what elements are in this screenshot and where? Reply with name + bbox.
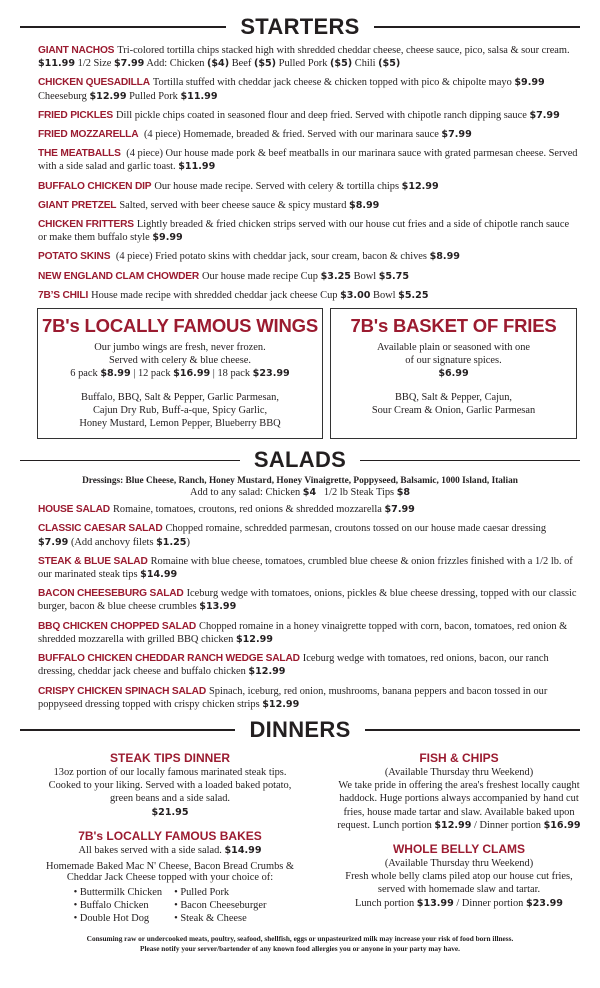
price: $21.95 xyxy=(151,806,189,818)
menu-item xyxy=(38,44,578,70)
fries-box xyxy=(330,308,577,439)
price: $9.99 xyxy=(152,232,183,244)
price: $12.99 xyxy=(401,180,439,192)
price: ($5) xyxy=(253,58,277,70)
label: 1/2 lb Steak Tips xyxy=(316,487,397,499)
price: $5.75 xyxy=(378,270,410,282)
fries-flavors: Sour Cream & Onion, Garlic Parmesan xyxy=(371,404,536,416)
divider xyxy=(365,729,580,730)
option: • Double Hot Dog xyxy=(74,912,163,925)
dinners-left xyxy=(20,751,320,926)
price: $14.99 xyxy=(224,844,262,856)
item-desc: Our house made recipe. Served with celery & tortilla chips xyxy=(154,180,402,192)
wings-flavors: Cajun Dry Rub, Buff-a-que, Spicy Garlic, xyxy=(92,404,268,416)
price: $7.99 xyxy=(441,129,472,141)
section-title: STARTERS xyxy=(240,14,360,39)
item-desc: Lightly breaded & fried chicken strips served with our house cut fries and a side of chipotle ranch sauce or make them buffalo style xyxy=(38,219,570,244)
menu-item xyxy=(38,270,578,283)
item-desc: Beef xyxy=(229,58,254,70)
fries-desc: Available plain or seasoned with one xyxy=(376,342,531,354)
item-desc: (4 piece) Homemade, breaded & fried. Served with our marinara sauce xyxy=(141,129,442,141)
item-desc: Pulled Pork xyxy=(276,58,331,70)
price: $12.99 xyxy=(262,698,300,710)
price: $14.99 xyxy=(140,569,178,581)
fries-title: 7B's BASKET OF FRIES xyxy=(350,315,557,337)
label: | 12 pack xyxy=(130,368,174,380)
item-desc: Iceburg wedge with tomatoes, red onions, bacon, our ranch dressing, cheddar jack cheese and buffalo chicken xyxy=(38,653,549,678)
dish-desc: We take pride in offering the area's freshest locally caught haddock. Huge portions always accompanied by hand cut fries, house made tartar and slaw. Available baked upon request. Lunch portion xyxy=(337,780,580,831)
item-name: NEW ENGLAND CLAM CHOWDER xyxy=(38,270,200,282)
salads-header xyxy=(20,447,580,473)
menu-item xyxy=(38,218,578,244)
dish-desc: Fresh whole belly clams piled atop our house cut fries, xyxy=(345,871,573,883)
item-desc: Cheeseburg xyxy=(38,90,90,102)
options-right xyxy=(174,886,266,926)
price: $7.99 xyxy=(384,504,415,516)
item-name: CRISPY CHICKEN SPINACH SALAD xyxy=(38,685,206,697)
dish-desc: Homemade Baked Mac N' Cheese, Bacon Bread Crumbs & xyxy=(45,860,294,872)
price: $4 xyxy=(302,487,317,499)
allergy-notice xyxy=(0,934,600,961)
price: ($5) xyxy=(378,58,401,70)
price: $6.99 xyxy=(438,368,469,380)
price: $13.99 xyxy=(416,897,454,909)
menu-item xyxy=(38,180,578,193)
price: $5.25 xyxy=(398,289,429,301)
price: $23.99 xyxy=(525,897,563,909)
item-name: CHICKEN FRITTERS xyxy=(38,219,134,231)
price: $8.99 xyxy=(349,199,380,211)
item-name: 7B’S CHILI xyxy=(38,289,89,301)
notice-line: Consuming raw or undercooked meats, poultry, seafood, shellfish, eggs or unpasteurized milk may increase your risk of food born illness. xyxy=(86,933,514,943)
price: ($4) xyxy=(207,58,230,70)
fries-desc: of our signature spices. xyxy=(405,355,502,367)
salad-notes xyxy=(0,475,600,499)
item-desc: Tortilla stuffed with cheddar jack cheese & chicken topped with pico & chipolte mayo xyxy=(152,77,515,89)
item-name: POTATO SKINS xyxy=(38,251,111,263)
menu-item xyxy=(38,587,578,613)
wings-flavors: Honey Mustard, Lemon Pepper, Blueberry BBQ xyxy=(79,418,281,430)
item-name: BUFFALO CHICKEN CHEDDAR RANCH WEDGE SALAD xyxy=(38,653,300,665)
label: 6 pack xyxy=(70,368,101,380)
menu-item xyxy=(38,147,578,173)
availability: (Available Thursday thru Weekend) xyxy=(384,766,534,778)
label: Add to any salad: Chicken xyxy=(189,487,303,499)
availability: (Available Thursday thru Weekend) xyxy=(384,857,534,869)
divider xyxy=(374,26,580,27)
item-name: GIANT PRETZEL xyxy=(38,199,117,211)
menu-item xyxy=(38,503,578,516)
section-title: DINNERS xyxy=(249,716,351,742)
price: $8.99 xyxy=(100,368,131,380)
wings-desc: Our jumbo wings are fresh, never frozen. xyxy=(94,342,266,354)
starters-header xyxy=(20,14,580,40)
dinners-columns xyxy=(20,751,590,926)
item-desc: Dill pickle chips coated in seasoned flour and deep fried. Served with chipotle ranch dipping sauce xyxy=(115,109,530,121)
item-desc: (4 piece) Fried potato skins with cheddar jack, sour cream, bacon & chives xyxy=(113,251,430,263)
menu-item xyxy=(38,109,578,122)
specials-row xyxy=(37,308,577,439)
dinners-header xyxy=(20,717,580,743)
item-desc: Salted, served with beer cheese sauce & spicy mustard xyxy=(119,199,350,211)
item-desc: Add: Chicken xyxy=(144,58,207,70)
dish-desc: All bakes served with a side salad. xyxy=(78,844,225,856)
price: $16.99 xyxy=(173,368,211,380)
option: • Steak & Cheese xyxy=(174,912,266,925)
item-desc: Tri-colored tortilla chips stacked high with shredded cheddar cheese, cheese sauce, pico, salsa & sour cream. xyxy=(117,45,570,56)
item-name: HOUSE SALAD xyxy=(38,504,110,516)
item-desc: House made recipe with shredded cheddar jack cheese Cup xyxy=(91,289,341,301)
divider xyxy=(360,460,580,461)
price: ($5) xyxy=(330,58,353,70)
wings-prices xyxy=(42,367,318,380)
item-desc: Iceburg wedge with tomatoes, onions, pickles & blue cheese dressing, topped with our classic burger, bacon & blue cheese crumbles xyxy=(38,588,577,613)
menu-item xyxy=(38,76,578,102)
price: $11.99 xyxy=(178,161,216,173)
dish-desc: Cheddar Jack Cheese topped with your choice of: xyxy=(66,871,274,883)
label: / Dinner portion xyxy=(471,819,544,831)
dish-title: WHOLE BELLY CLAMS xyxy=(392,841,525,856)
price: $12.99 xyxy=(235,633,273,645)
item-desc: Chili xyxy=(352,58,379,70)
option: • Buffalo Chicken xyxy=(74,899,163,912)
divider xyxy=(20,26,226,27)
item-name: CLASSIC CAESAR SALAD xyxy=(38,523,163,535)
dish-title: STEAK TIPS DINNER xyxy=(109,750,230,765)
price: $8.99 xyxy=(429,251,460,263)
menu-item xyxy=(38,522,578,548)
price: $7.99 xyxy=(114,58,145,70)
dish-desc: served with homemade slaw and tartar. xyxy=(377,884,541,896)
dish-desc: green beans and a side salad. xyxy=(109,793,231,805)
price: $13.99 xyxy=(199,601,237,613)
price: $3.25 xyxy=(320,270,351,282)
fries-flavors: BBQ, Salt & Pepper, Cajun, xyxy=(394,391,513,403)
price: $1.25 xyxy=(156,536,187,548)
menu-item xyxy=(38,555,578,581)
item-desc: Spinach, iceburg, red onion, mushrooms, banana peppers and bacon tossed in our poppyseed dressing topped with crispy chicken strips xyxy=(38,685,548,710)
item-desc: Romaine, tomatoes, croutons, red onions & shredded mozzarella xyxy=(112,504,385,516)
label: Lunch portion xyxy=(355,897,417,909)
price: $7.99 xyxy=(529,109,560,121)
label: | 18 pack xyxy=(210,368,253,380)
option: • Buttermilk Chicken xyxy=(74,886,163,899)
menu-item xyxy=(38,199,578,212)
menu-item xyxy=(38,289,578,302)
item-name: FRIED MOZZARELLA xyxy=(38,129,139,141)
price: $12.99 xyxy=(248,666,286,678)
dish-title: FISH & CHIPS xyxy=(419,750,499,765)
wings-flavors: Buffalo, BBQ, Salt & Pepper, Garlic Parmesan, xyxy=(81,391,279,403)
price: $3.00 xyxy=(340,289,371,301)
item-name: BACON CHEESEBURG SALAD xyxy=(38,588,184,600)
menu-item xyxy=(38,620,578,646)
label: / Dinner portion xyxy=(453,897,526,909)
item-desc: Chopped romaine in a honey vinaigrette topped with corn, bacon, tomatoes, red onion & shredded mozzarella with grilled BBQ chicken xyxy=(38,620,568,645)
item-desc: Our house made recipe Cup xyxy=(202,270,321,282)
divider xyxy=(20,460,240,461)
item-name: STEAK & BLUE SALAD xyxy=(38,555,148,567)
item-desc: Romaine with blue cheese, tomatoes, crumbled blue cheese & onion frizzles finished with a 1/2 lb. of our marinated steak tips xyxy=(38,555,573,581)
menu-item xyxy=(38,128,578,141)
menu-item xyxy=(38,250,578,263)
menu-item xyxy=(38,685,578,711)
section-title: SALADS xyxy=(253,447,347,473)
item-desc: 1/2 Size xyxy=(75,58,114,70)
salads-list xyxy=(38,503,578,711)
item-desc: Bowl xyxy=(350,270,379,282)
bake-options xyxy=(20,886,320,926)
item-desc: (4 piece) Our house made pork & beef meatballs in our marinara sauce with grated parmesan cheese. Served with a side salad and garlic toast. xyxy=(38,148,578,173)
price: $12.99 xyxy=(434,819,472,831)
option: • Bacon Cheeseburger xyxy=(174,899,266,912)
item-desc: Pulled Pork xyxy=(126,90,181,102)
dish-title: 7B's LOCALLY FAMOUS BAKES xyxy=(78,828,262,843)
item-name: CHICKEN QUESADILLA xyxy=(38,77,150,89)
item-desc: Chopped romaine, schredded parmesan, croutons tossed on our house made caesar dressing xyxy=(165,523,547,535)
price: $12.99 xyxy=(89,90,127,102)
dish-desc: Cooked to your liking. Served with a loaded baked potato, xyxy=(48,780,292,792)
price: $11.99 xyxy=(180,90,218,102)
item-name: FRIED PICKLES xyxy=(38,109,113,121)
options-left xyxy=(74,886,163,926)
price: $7.99 xyxy=(38,536,69,548)
price: $23.99 xyxy=(252,368,290,380)
item-name: THE MEATBALLS xyxy=(38,148,121,160)
wings-desc: Served with celery & blue cheese. xyxy=(109,355,251,367)
menu-item xyxy=(38,652,578,678)
item-name: BBQ CHICKEN CHOPPED SALAD xyxy=(38,620,197,632)
dish-desc: 13oz portion of our locally famous marinated steak tips. xyxy=(53,766,287,778)
item-desc: ) xyxy=(186,536,190,548)
item-name: GIANT NACHOS xyxy=(38,45,115,56)
divider xyxy=(20,729,235,730)
notice-line: Please notify your server/bartender of any known food allergies you or anyone in your party may have. xyxy=(140,944,460,954)
price: $8 xyxy=(396,487,411,499)
wings-box xyxy=(37,308,323,439)
wings-title: 7B's LOCALLY FAMOUS WINGS xyxy=(42,315,318,337)
item-desc: Bowl xyxy=(370,289,399,301)
item-name: BUFFALO CHICKEN DIP xyxy=(38,180,152,192)
starters-list xyxy=(38,44,578,302)
item-desc: (Add anchovy filets xyxy=(68,536,157,548)
option: • Pulled Pork xyxy=(174,886,266,899)
price: $16.99 xyxy=(543,819,581,831)
price: $11.99 xyxy=(38,58,76,70)
price: $9.99 xyxy=(514,77,545,89)
dressings-list: Dressings: Blue Cheese, Ranch, Honey Mustard, Honey Vinaigrette, Poppyseed, Balsamic, 1000 Island, Italian xyxy=(82,476,518,487)
dinners-right xyxy=(328,751,590,926)
